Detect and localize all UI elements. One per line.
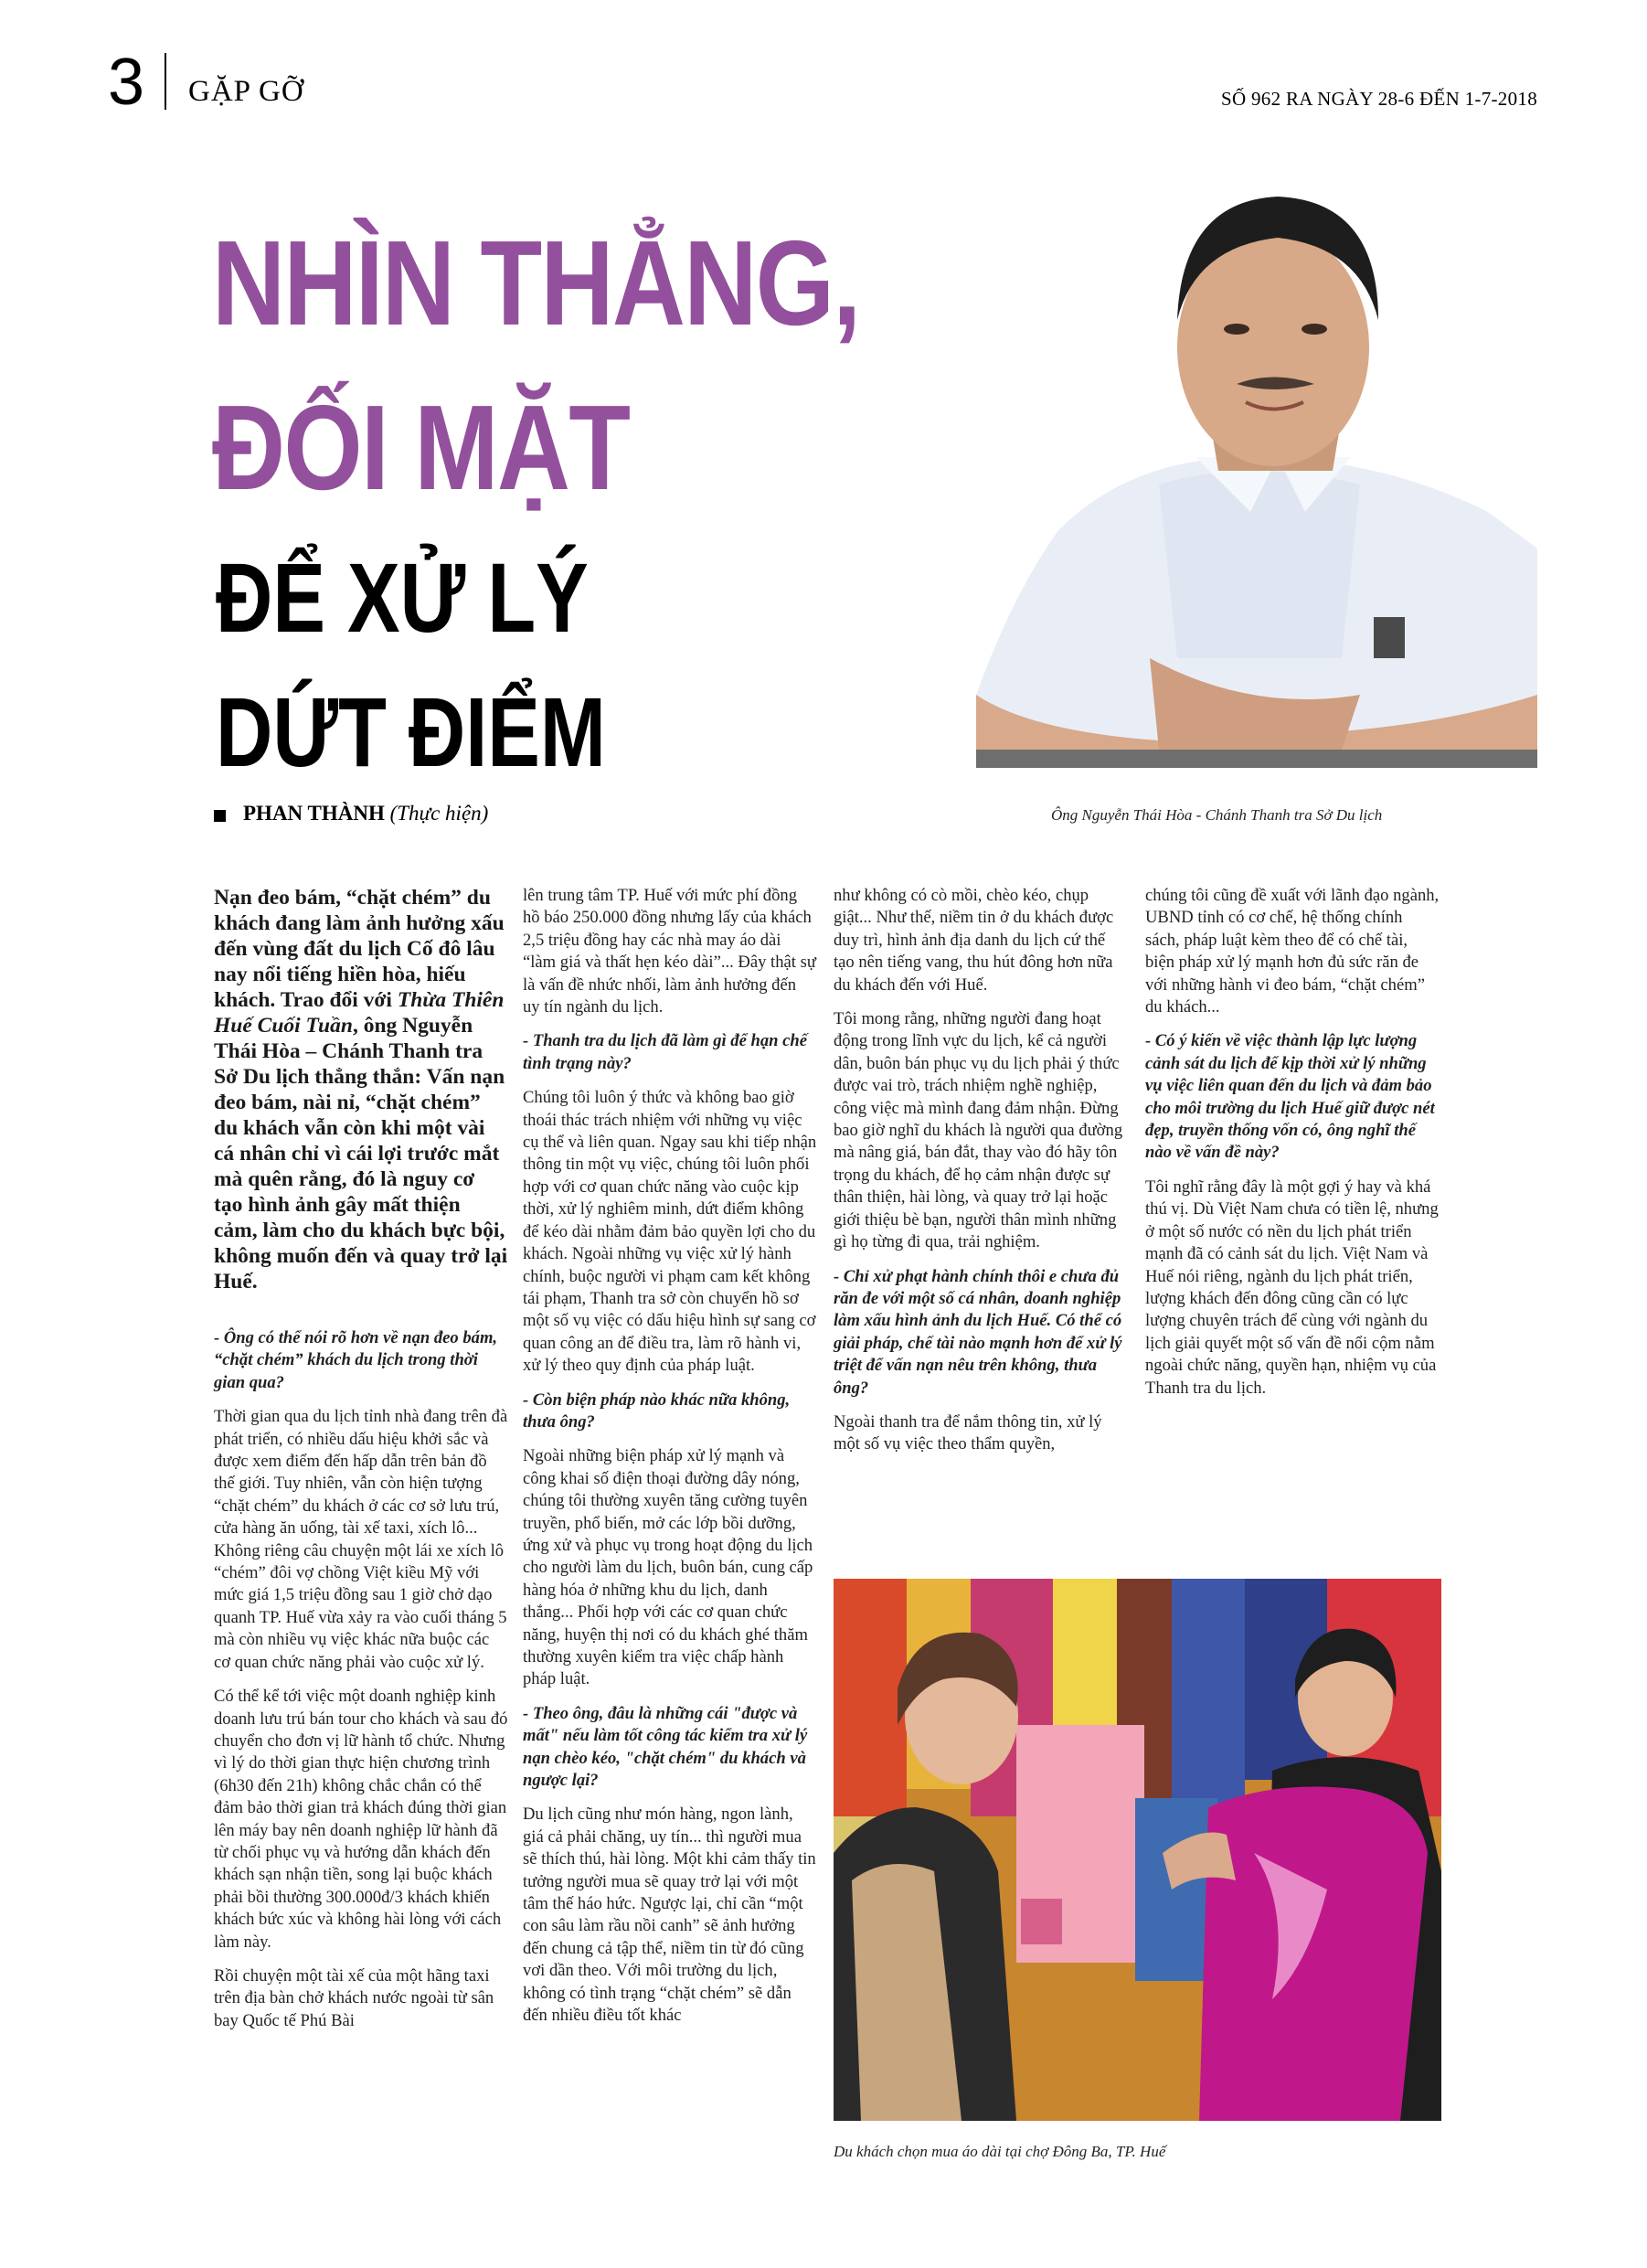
headline-line-2: ĐỐI MẶT bbox=[212, 380, 630, 515]
byline-bullet bbox=[214, 810, 226, 822]
lead-text-part-2: , ông Nguyễn Thái Hòa – Chánh Thanh tra Sở Du lịch thẳng thắn: Vấn nạn đeo bám, nài nỉ, “chặt chém” du khách vẫn còn khi một vài cá nhân chỉ vì cái lợi trước mắt mà quên rằng, đó là nguy cơ tạo hình ảnh gây mất thiện cảm, làm cho du khách bực bội, không muốn đến và quay trở lại Huế. bbox=[214, 1014, 508, 1294]
answer-paragraph: lên trung tâm TP. Huế với mức phí đồng hồ báo 250.000 đồng nhưng lấy của khách 2,5 triệu đồng hay các nhà may áo dài “làm giá và thất hẹn kéo dài”... Đây thật sự là vấn đề nhức nhối, làm ảnh hưởng đến uy tín ngành du lịch. bbox=[523, 886, 816, 1017]
answer-paragraph: Rồi chuyện một tài xế của một hãng taxi trên địa bàn chở khách nước ngoài từ sân bay Quốc tế Phú Bài bbox=[214, 1965, 494, 2030]
answer-paragraph: Ngoài thanh tra để nắm thông tin, xử lý một số vụ việc theo thẩm quyền, bbox=[834, 1411, 1102, 1454]
section-name: GẶP GỠ bbox=[188, 75, 304, 108]
answer-paragraph: Có thể kể tới việc một doanh nghiệp kinh doanh lưu trú bán tour cho khách và sau đó chuyển cho đơn vị lữ hành tổ chức. Nhưng vì lý do thời gian thực hiện chương trình (6h30 đến 21h) không chắc chắn có thể đảm bảo thời gian trả khách đúng thời gian lên máy bay nên doanh nghiệp lữ hành đã từ chối phục vụ và hướng dẫn khách đến khách sạn nhận tiền, song lại buộc khách phải bồi thường 300.000đ/3 khách khiến khách bức xúc và không hài lòng với cách làm này. bbox=[214, 1687, 508, 1952]
answer-paragraph: Chúng tôi luôn ý thức và không bao giờ thoái thác trách nhiệm với những vụ việc cụ thể và liên quan. Ngay sau khi tiếp nhận thông tin một vụ việc, chúng tôi luôn phối hợp với cơ quan chức năng vào cuộc kịp thời, xử lý nghiêm minh, dứt điểm không để kéo dài nhằm đảm bảo quyền lợi cho du khách. Ngoài những vụ việc xử lý hành chính, buộc người vi phạm cam kết không tái phạm, Thanh tra sở còn chuyển hồ sơ một số vụ việc có dấu hiệu hình sự sang cơ quan công an để điều tra, làm rõ hành vi, xử lý theo quy định của pháp luật. bbox=[523, 1088, 817, 1376]
answer-paragraph: Tôi nghĩ rằng đây là một gợi ý hay và khá thú vị. Dù Việt Nam chưa có tiền lệ, nhưng ở một số nước có nền du lịch phát triển mạnh đã có cảnh sát du lịch. Việt Nam và Huế nói riêng, ngành du lịch phát triển, lượng khách đến đông cũng cần có lực lượng chuyên trách để cùng với ngành du lịch giải quyết một số vấn đề nổi cộm nằm ngoài chức năng, quyền hạn, nhiệm vụ của Thanh tra du lịch. bbox=[1145, 1177, 1439, 1398]
question: - Có ý kiến về việc thành lập lực lượng cảnh sát du lịch để kịp thời xử lý những vụ việc liên quan đến du lịch và đảm bảo cho môi trường du lịch Huế giữ được nét đẹp, truyền thống vốn có, ông nghĩ thế nào về vấn đề này? bbox=[1145, 1031, 1435, 1163]
answer-paragraph: chúng tôi cũng đề xuất với lãnh đạo ngành, UBND tỉnh có cơ chế, hệ thống chính sách, pháp luật kèm theo để có chế tài, biện pháp xử lý mạnh hơn đủ sức răn đe với những hành vi đeo bám, “chặt chém” du khách... bbox=[1145, 886, 1440, 1017]
portrait-caption: Ông Nguyễn Thái Hòa - Chánh Thanh tra Sở Du lịch bbox=[1051, 806, 1383, 824]
headline-line-3: ĐỂ XỬ LÝ bbox=[216, 542, 589, 653]
answer-paragraph: Thời gian qua du lịch tỉnh nhà đang trên đà phát triển, có nhiều dấu hiệu khởi sắc và được xem điểm đến hấp dẫn trên bản đồ thế giới. Tuy nhiên, vẫn còn hiện tượng “chặt chém” du khách ở các cơ sở lưu trú, cửa hàng ăn uống, tài xế taxi, xích lô... Không riêng câu chuyện một lái xe xích lô “chém” đôi vợ chồng Việt kiều Mỹ với mức giá 1,5 triệu đồng sau 1 giờ chở dạo quanh TP. Huế vừa xảy ra vào cuối tháng 5 mà còn nhiều vụ việc khác nữa buộc các cơ quan chức năng phải vào cuộc xử lý. bbox=[214, 1407, 508, 1672]
market-photo bbox=[834, 1579, 1441, 2121]
author-role: (Thực hiện) bbox=[389, 802, 489, 825]
page-number: 3 bbox=[108, 46, 145, 119]
lead-paragraph bbox=[214, 885, 508, 1294]
column-1 bbox=[214, 885, 508, 2044]
lead-text-part-1: Nạn đeo bám, “chặt chém” du khách đang làm ảnh hưởng xấu đến vùng đất du lịch Cố đô lâu nay nổi tiếng hiền hòa, hiếu khách. Trao đổi với bbox=[214, 886, 505, 1012]
byline bbox=[243, 802, 488, 825]
answer-paragraph: Tôi mong rằng, những người đang hoạt động trong lĩnh vực du lịch, kể cả người dân, buôn bán phục vụ du lịch phải ý thức được vai trò, trách nhiệm nghề nghiệp, công việc mà mình đang đảm nhận. Đừng bao giờ nghĩ du khách là người qua đường mà nâng giá, bán đắt, thay vào đó hãy tôn trọng du khách, để họ cảm nhận được sự thân thiện, hài lòng, và quay trở lại hoặc giới thiệu bè bạn, người thân mình những gì họ từng đi qua, trải nghiệm. bbox=[834, 1009, 1123, 1252]
author-name: PHAN THÀNH bbox=[243, 802, 385, 825]
headline-line-1: NHÌN THẲNG, bbox=[212, 216, 860, 350]
column-2 bbox=[523, 885, 817, 2039]
publication-name: Thừa Thiên Huế Cuối Tuần bbox=[214, 988, 505, 1038]
headline-line-4: DỨT ĐIỂM bbox=[216, 676, 606, 787]
header-divider bbox=[165, 53, 166, 110]
issue-info: SỐ 962 RA NGÀY 28-6 ĐẾN 1-7-2018 bbox=[1221, 88, 1537, 110]
column-3 bbox=[834, 885, 1128, 1468]
market-photo-caption: Du khách chọn mua áo dài tại chợ Đông Ba, TP. Huế bbox=[834, 2143, 1166, 2160]
answer-paragraph: Du lịch cũng như món hàng, ngon lành, giá cả phải chăng, uy tín... thì người mua sẽ thích thú, hài lòng. Một khi cảm thấy tin tưởng người mua sẽ quay trở lại với một tâm thế háo hức. Ngược lại, chỉ cần “một con sâu làm rầu nồi canh” sẽ ảnh hưởng đến chung cả tập thể, niềm tin từ đó cũng vơi dần theo. Với môi trường du lịch, không có tình trạng “chặt chém” sẽ dẫn đến nhiều điều tốt khác bbox=[523, 1805, 816, 2026]
question: - Thanh tra du lịch đã làm gì để hạn chế tình trạng này? bbox=[523, 1031, 807, 1073]
question: - Theo ông, đâu là những cái "được và mất" nếu làm tốt công tác kiểm tra xử lý nạn chèo kéo, "chặt chém" du khách và ngược lại? bbox=[523, 1703, 808, 1791]
question: - Còn biện pháp nào khác nữa không, thưa ông? bbox=[523, 1390, 791, 1432]
portrait-photo bbox=[976, 183, 1537, 768]
question: - Ông có thể nói rõ hơn về nạn đeo bám, “chặt chém” khách du lịch trong thời gian qua? bbox=[214, 1328, 498, 1392]
answer-paragraph: như không có cò mồi, chèo kéo, chụp giật... Như thế, niềm tin ở du khách được duy trì, hình ảnh địa danh du lịch cứ thế tạo nên tiếng vang, thu hút đông hơn nữa du khách đến với Huế. bbox=[834, 886, 1114, 995]
column-4 bbox=[1145, 885, 1440, 1411]
answer-paragraph: Ngoài những biện pháp xử lý mạnh và công khai số điện thoại đường dây nóng, chúng tôi thường xuyên tăng cường tuyên truyền, phổ biến, mở các lớp bồi dưỡng, ứng xử và phục vụ trong hoạt động du lịch cho người làm du lịch, buôn bán, cung cấp hàng hóa ở những khu du lịch, danh thắng... Phối hợp với các cơ quan chức năng, huyện thị nơi có du khách ghé thăm thường xuyên kiểm tra việc chấp hành pháp luật. bbox=[523, 1446, 813, 1689]
question: - Chỉ xử phạt hành chính thôi e chưa đủ răn đe với một số cá nhân, doanh nghiệp làm xấu hình ảnh du lịch Huế. Có thể có giải pháp, chế tài nào mạnh hơn để xử lý triệt để vấn nạn nêu trên không, thưa ông? bbox=[834, 1266, 1122, 1398]
